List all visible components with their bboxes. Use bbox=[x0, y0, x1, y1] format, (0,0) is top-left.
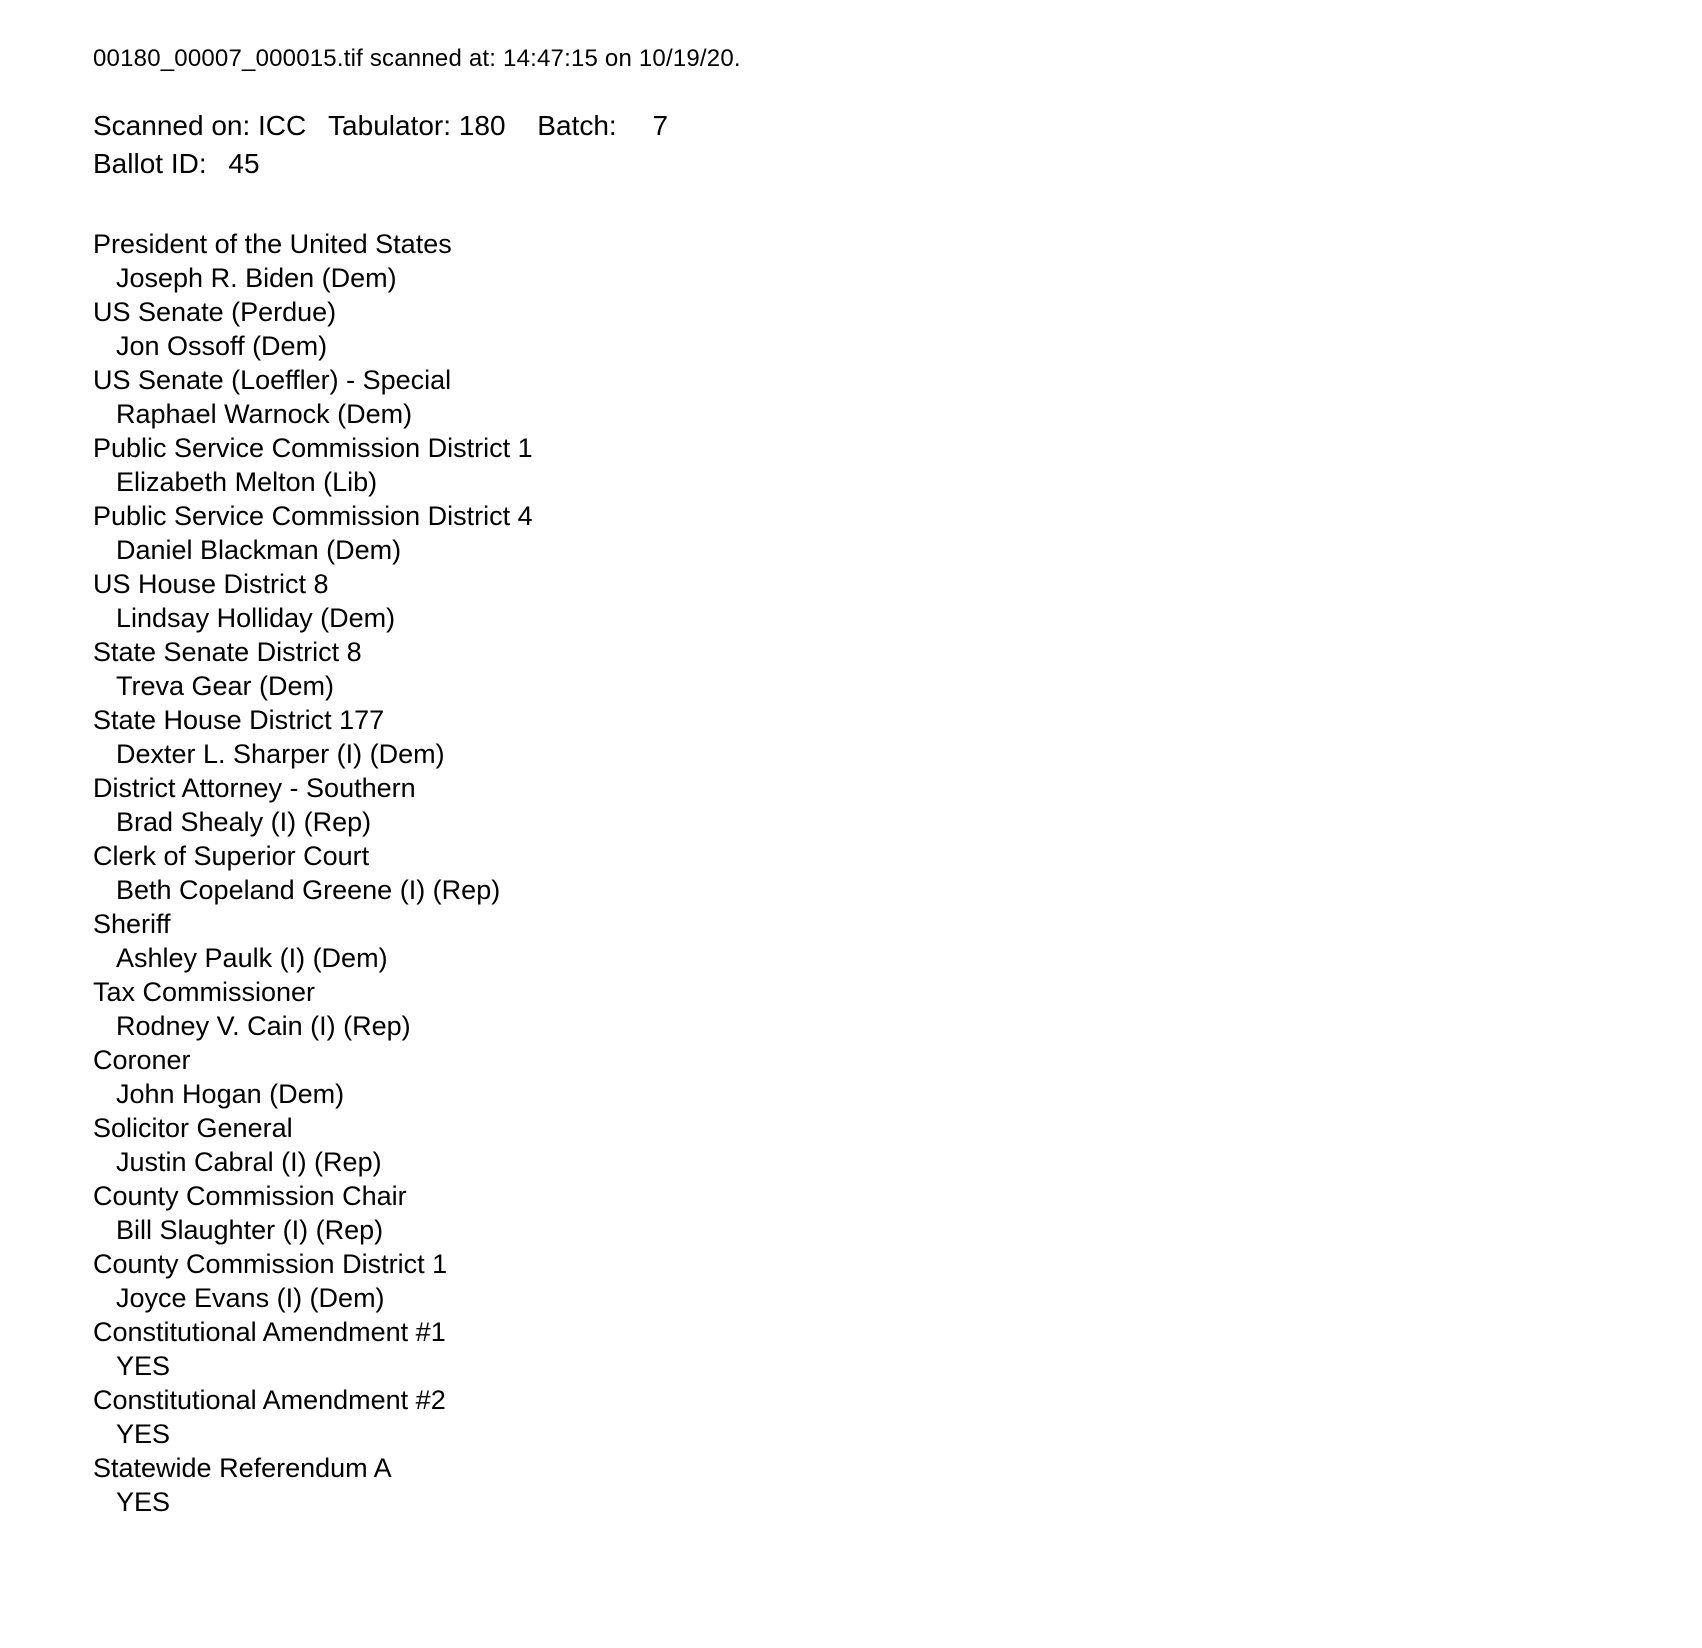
contest-selection: Justin Cabral (I) (Rep) bbox=[116, 1147, 382, 1177]
contest-title: Tax Commissioner bbox=[93, 977, 316, 1007]
contest-title: Constitutional Amendment #2 bbox=[93, 1385, 446, 1415]
contest-selection: Ashley Paulk (I) (Dem) bbox=[116, 943, 388, 973]
scanner-info-line bbox=[93, 107, 1642, 145]
contest-block bbox=[93, 567, 1642, 635]
contest-title: Constitutional Amendment #1 bbox=[93, 1317, 446, 1347]
report-content bbox=[93, 44, 1642, 1519]
contest-title: County Commission District 1 bbox=[93, 1249, 448, 1279]
contest-title: Sheriff bbox=[93, 909, 171, 939]
contest-title: State Senate District 8 bbox=[93, 637, 362, 667]
contest-block bbox=[93, 295, 1642, 363]
contest-block bbox=[93, 1179, 1642, 1247]
contest-selection: Treva Gear (Dem) bbox=[116, 671, 335, 701]
ballot-id-value: 45 bbox=[228, 148, 260, 179]
contest-selection: Jon Ossoff (Dem) bbox=[116, 331, 328, 361]
contest-block bbox=[93, 1043, 1642, 1111]
contest-selection: Raphael Warnock (Dem) bbox=[116, 399, 413, 429]
contest-title: US Senate (Perdue) bbox=[93, 297, 337, 327]
contest-title: Solicitor General bbox=[93, 1113, 293, 1143]
contest-selection: Bill Slaughter (I) (Rep) bbox=[116, 1215, 384, 1245]
contest-title: County Commission Chair bbox=[93, 1181, 407, 1211]
contest-block bbox=[93, 907, 1642, 975]
contest-selection: Joseph R. Biden (Dem) bbox=[116, 263, 397, 293]
contest-block bbox=[93, 703, 1642, 771]
contest-title: US House District 8 bbox=[93, 569, 329, 599]
scanned-on-label: Scanned on: bbox=[93, 110, 251, 141]
contest-block bbox=[93, 499, 1642, 567]
contest-selection: YES bbox=[116, 1351, 171, 1381]
contest-block bbox=[93, 1451, 1642, 1519]
contest-selection: Rodney V. Cain (I) (Rep) bbox=[116, 1011, 411, 1041]
ballot-id-label: Ballot ID: bbox=[93, 148, 207, 179]
contest-block bbox=[93, 1247, 1642, 1315]
contest-title: State House District 177 bbox=[93, 705, 385, 735]
contest-block bbox=[93, 635, 1642, 703]
contest-title: Public Service Commission District 4 bbox=[93, 501, 533, 531]
contest-block bbox=[93, 227, 1642, 295]
contest-selection: John Hogan (Dem) bbox=[116, 1079, 345, 1109]
contest-block bbox=[93, 1383, 1642, 1451]
contest-selection: Joyce Evans (I) (Dem) bbox=[116, 1283, 385, 1313]
contest-block bbox=[93, 839, 1642, 907]
contest-selection: Brad Shealy (I) (Rep) bbox=[116, 807, 372, 837]
contest-selection: Beth Copeland Greene (I) (Rep) bbox=[116, 875, 501, 905]
tabulator-value: 180 bbox=[458, 110, 506, 141]
batch-value: 7 bbox=[652, 110, 669, 141]
contest-selection: YES bbox=[116, 1487, 171, 1517]
contest-selection: YES bbox=[116, 1419, 171, 1449]
batch-label: Batch: bbox=[537, 110, 617, 141]
contest-title: US Senate (Loeffler) - Special bbox=[93, 365, 452, 395]
contest-title: Coroner bbox=[93, 1045, 191, 1075]
contest-selection: Elizabeth Melton (Lib) bbox=[116, 467, 378, 497]
contest-list bbox=[93, 227, 1642, 1519]
tabulator-label: Tabulator: bbox=[328, 110, 452, 141]
contest-block bbox=[93, 1111, 1642, 1179]
ballot-id-line bbox=[93, 145, 1642, 183]
scan-metadata-block bbox=[93, 107, 1642, 183]
contest-block bbox=[93, 1315, 1642, 1383]
contest-title: Clerk of Superior Court bbox=[93, 841, 370, 871]
contest-selection: Dexter L. Sharper (I) (Dem) bbox=[116, 739, 445, 769]
contest-block bbox=[93, 975, 1642, 1043]
contest-block bbox=[93, 363, 1642, 431]
contest-selection: Lindsay Holliday (Dem) bbox=[116, 603, 396, 633]
contest-block bbox=[93, 771, 1642, 839]
contest-title: Statewide Referendum A bbox=[93, 1453, 392, 1483]
contest-title: Public Service Commission District 1 bbox=[93, 433, 533, 463]
scanned-on-value: ICC bbox=[258, 110, 307, 141]
contest-title: District Attorney - Southern bbox=[93, 773, 416, 803]
contest-selection: Daniel Blackman (Dem) bbox=[116, 535, 402, 565]
contest-block bbox=[93, 431, 1642, 499]
contest-title: President of the United States bbox=[93, 229, 452, 259]
scan-file-line: 00180_00007_000015.tif scanned at: 14:47:15 on 10/19/20. bbox=[93, 45, 741, 72]
